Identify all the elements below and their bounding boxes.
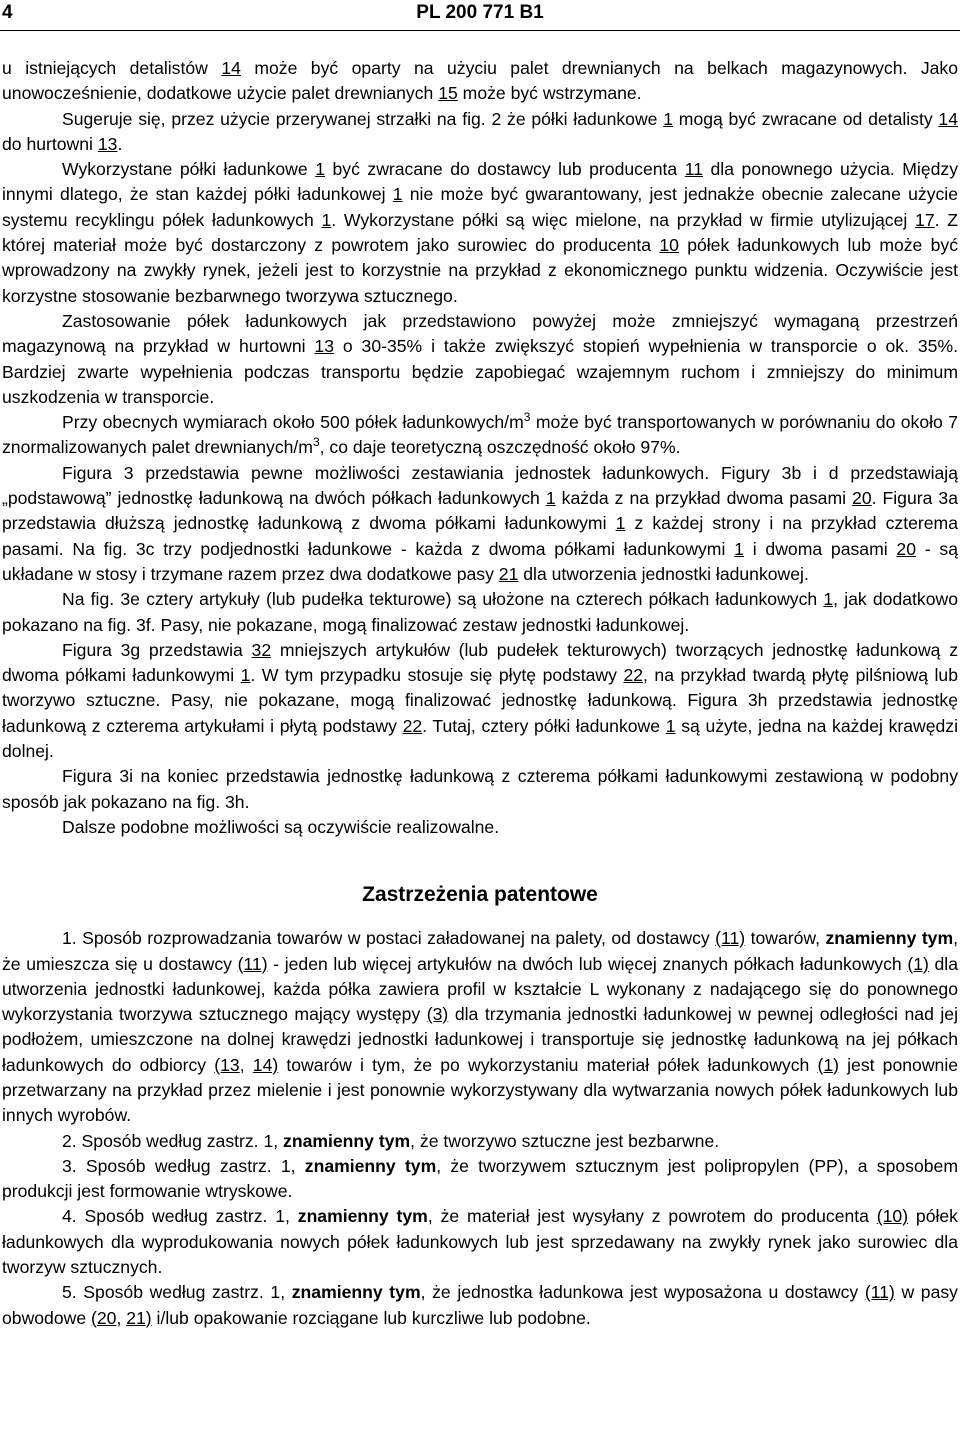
paragraph-4 [2, 309, 958, 410]
text-run: , [116, 1307, 127, 1328]
page-header [0, 0, 960, 31]
text-run: . Tutaj, cztery półki ładunkowe [422, 715, 666, 736]
bold-phrase: znamienny tym [291, 1282, 421, 1303]
reference-numeral: 1 [240, 665, 251, 686]
text-run: - jeden lub więcej artykułów na dwóch lub więcej znanych półkach ładunkowych [267, 953, 908, 974]
text-run: 3. Sposób według zastrz. 1, [62, 1155, 305, 1176]
reference-numeral: 17 [915, 209, 935, 230]
text-run: Wykorzystane półki ładunkowe [62, 159, 316, 180]
text-run: , na przykład twardą płytę pilśniową lub tworzywo sztuczne. Pasy, nie pokazane, mogą finalizować jednostkę ładunkową. Figura 3h przedstawia jednostkę ładunkową z czterema artykułami i płytą podstawy [2, 665, 958, 736]
text-run: półek ładunkowych lub może być wprowadzony na zwykły rynek, jeżeli jest to korzystnie na przykład z ekonomicznego punktu widzenia. Oczywiście jest korzystne stosowanie bezbarwnego tworzywa sztucznego. [2, 235, 958, 306]
text-run: jest ponownie przetwarzany na przykład przez mielenie i jest ponownie wykorzystywany dla wytwarzania nowych półek ładunkowych lub innych wyrobów. [2, 1054, 959, 1126]
text-run: do hurtowni [2, 133, 98, 154]
paragraph-7 [2, 587, 958, 638]
reference-numeral: 1 [545, 488, 556, 509]
reference-numeral: 1 [321, 209, 332, 230]
reference-numeral: (11) [864, 1282, 895, 1303]
text-run: , że umieszcza się u dostawcy [2, 928, 958, 974]
text-run: Na fig. 3e cztery artykuły (lub pudełka tekturowe) są ułożone na czterech półkach ładunkowych [62, 589, 824, 610]
claims-heading: Zastrzeżenia patentowe [362, 883, 598, 907]
text-run: może być transportowanych w porównaniu do około 7 znormalizowanych palet drewnianych/m [2, 412, 958, 458]
reference-numeral: 14 [938, 108, 958, 129]
text-run: , że materiał jest wysyłany z powrotem do producenta [427, 1206, 877, 1227]
reference-numeral: 1 [615, 513, 626, 534]
paragraph-3 [2, 157, 958, 309]
document-body [2, 56, 958, 1331]
claim-5 [2, 1280, 958, 1331]
text-run: , że tworzywo sztuczne jest bezbarwne. [410, 1130, 720, 1151]
paragraph-2 [2, 107, 958, 158]
reference-numeral: 1 [665, 715, 676, 736]
text-run: w pasy obwodowe [2, 1282, 958, 1328]
text-run: , że jednostka ładunkowa jest wyposażona u dostawcy [420, 1282, 865, 1303]
paragraph-10 [2, 815, 958, 840]
claim-1 [2, 926, 958, 1128]
text-run: - są układane w stosy i trzymane razem przez dwa dodatkowe pasy [2, 538, 958, 584]
reference-numeral: 15 [438, 83, 458, 104]
paragraph-8 [2, 638, 958, 764]
text-run: może być wstrzymane. [457, 83, 642, 104]
text-run: . W tym przypadku stosuje się płytę podstawy [250, 665, 624, 686]
document-id: PL 200 771 B1 [416, 2, 544, 23]
reference-numeral: 20 [852, 488, 872, 509]
text-run: i/lub opakowanie rozciągane lub kurczliwe lub podobne. [151, 1307, 591, 1328]
text-run: Figura 3 przedstawia pewne możliwości zestawiania jednostek ładunkowych. Figury 3b i d przedstawiają „podstawową” jednostkę ładunkową na dwóch półkach ładunkowych [2, 462, 958, 509]
text-run: Figura 3i na koniec przedstawia jednostkę ładunkową z czterema półkami ładunkowymi zestawioną w podobny sposób jak pokazano na fig. 3h. [2, 766, 958, 812]
reference-numeral: (1) [817, 1054, 839, 1075]
reference-numeral: (11) [237, 953, 268, 974]
text-run: 5. Sposób według zastrz. 1, [62, 1282, 292, 1303]
reference-numeral: 10 [659, 235, 679, 256]
reference-numeral: 32 [251, 639, 272, 660]
reference-numeral: 20 [896, 538, 916, 559]
text-run: mniejszych artykułów (lub pudełek tekturowych) tworzących jednostkę ładunkową z dwoma półkami ładunkowymi [2, 639, 958, 686]
text-run: półek ładunkowych dla wyprodukowania nowych półek ładunkowych lub jest sprzedawany na zwykły rynek jako surowiec dla tworzyw sztucznych. [2, 1206, 958, 1278]
text-run: dla trzymania jednostki ładunkowej w pewnej odległości nad jej podłożem, umieszczone na dolnej krawędzi jednostki ładunkowej i transportuje się jednostkę ładunkową na jej półkach ładunkowych do odbiorcy [2, 1004, 959, 1075]
reference-numeral: 21) [126, 1307, 152, 1328]
bold-phrase: znamienny tym [283, 1130, 411, 1151]
text-run: nie może być gwarantowany, jest jednakże obecnie zalecane użycie systemu recyklingu półek ładunkowych [2, 184, 958, 230]
text-run: dla ponownego użycia. Między innymi dlatego, że stan każdej półki ładunkowej [2, 159, 959, 205]
paragraph-9 [2, 764, 958, 815]
text-run: 1. Sposób rozprowadzania towarów w postaci załadowanej na palety, od dostawcy [62, 928, 716, 949]
text-run: i dwoma pasami [743, 538, 897, 559]
text-run: , co daje teoretyczną oszczędność około 97%. [319, 437, 681, 458]
reference-numeral: 1 [663, 108, 674, 129]
bold-phrase: znamienny tym [304, 1155, 437, 1176]
text-run: . Z której materiał może być dostarczony z powrotem jako surowiec do producenta [2, 209, 958, 256]
page-number: 4 [2, 2, 13, 23]
bold-phrase: znamienny tym [297, 1206, 428, 1227]
text-run: , [239, 1054, 253, 1075]
text-run: . Figura 3a przedstawia dłuższą jednostkę ładunkową z dwoma półkami ładunkowymi [2, 488, 958, 534]
text-run: są użyte, jedna na każdej krawędzi dolnej. [2, 715, 959, 762]
text-run: 2. Sposób według zastrz. 1, [62, 1130, 284, 1151]
paragraph-5 [2, 410, 958, 461]
reference-numeral: 22 [402, 715, 423, 736]
text-run: Figura 3g przedstawia [62, 639, 252, 660]
text-run: Sugeruje się, przez użycie przerywanej strzałki na fig. 2 że półki ładunkowe [62, 108, 664, 129]
claim-3 [2, 1154, 958, 1205]
reference-numeral: 13 [314, 336, 334, 357]
text-run: może być oparty na użyciu palet drewnianych na belkach magazynowych. Jako unowocześnienie, dodatkowe użycie palet drewnianych [2, 58, 958, 104]
paragraph-1 [2, 56, 958, 107]
text-run: mogą być zwracane od detalisty [673, 108, 939, 129]
text-run: 4. Sposób według zastrz. 1, [62, 1206, 298, 1227]
text-run: dla utworzenia jednostki ładunkowej, każda półka zawiera profil w kształcie L wykonany z nadającego się do ponownego wykorzystania tworzywa sztucznego mający występy [2, 953, 958, 1025]
claim-2 [2, 1129, 958, 1154]
text-run: być zwracane do dostawcy lub producenta [324, 159, 685, 180]
reference-numeral: 1 [315, 159, 325, 180]
reference-numeral: 21 [498, 563, 519, 584]
reference-numeral: 1 [392, 184, 403, 205]
text-run: o 30-35% i także zwiększyć stopień wypełnienia w transporcie o ok. 35%. Bardziej zwarte wypełnienia podczas transportu będzie zapobiegać wzajemnym ruchom i zmniejszy do minimum uszkodzenia w transporcie. [2, 336, 958, 407]
reference-numeral: (11) [715, 928, 746, 949]
claim-4 [2, 1204, 958, 1280]
reference-numeral: 22 [623, 665, 644, 686]
superscript: 3 [312, 435, 320, 450]
paragraph-6 [2, 461, 958, 587]
text-run: Przy obecnych wymiarach około 500 półek ładunkowych/m [62, 412, 524, 433]
reference-numeral: 11 [684, 159, 703, 180]
reference-numeral: (20 [91, 1307, 117, 1328]
text-run: Zastosowanie półek ładunkowych jak przedstawiono powyżej może zmniejszyć wymaganą przestrzeń magazynową na przykład w hurtowni [2, 310, 958, 357]
text-run: dla utworzenia jednostki ładunkowej. [518, 563, 809, 584]
reference-numeral: (1) [907, 953, 929, 974]
reference-numeral: 13 [97, 133, 118, 154]
text-run: towarów i tym, że po wykorzystaniu materiał półek ładunkowych [278, 1054, 818, 1075]
reference-numeral: 14) [252, 1054, 279, 1075]
reference-numeral: 1 [823, 589, 834, 610]
reference-numeral: (13 [214, 1054, 240, 1075]
text-run: . [117, 133, 123, 154]
reference-numeral: 14 [221, 58, 241, 78]
reference-numeral: (3) [426, 1004, 449, 1025]
text-run: , że tworzywem sztucznym jest polipropylen (PP), a sposobem produkcji jest formowanie wtryskowe. [2, 1155, 958, 1202]
text-run: z każdej strony i na przykład czterema pasami. Na fig. 3c trzy podjednostki ładunkowe - każda z dwoma półkami ładunkowymi [2, 513, 958, 559]
text-run: towarów, [745, 928, 826, 949]
text-run: u istniejących detalistów [2, 58, 222, 78]
text-run: , jak dodatkowo pokazano na fig. 3f. Pasy, nie pokazane, mogą finalizować zestaw jednostki ładunkowej. [2, 589, 958, 635]
text-run: Dalsze podobne możliwości są oczywiście realizowalne. [62, 816, 500, 837]
text-run: każda z na przykład dwoma pasami [555, 488, 853, 509]
bold-phrase: znamienny tym [825, 928, 954, 949]
reference-numeral: (10) [876, 1206, 909, 1227]
reference-numeral: 1 [734, 538, 744, 559]
text-run: . Wykorzystane półki są więc mielone, na przykład w firmie utylizującej [331, 209, 916, 230]
superscript: 3 [523, 410, 531, 425]
